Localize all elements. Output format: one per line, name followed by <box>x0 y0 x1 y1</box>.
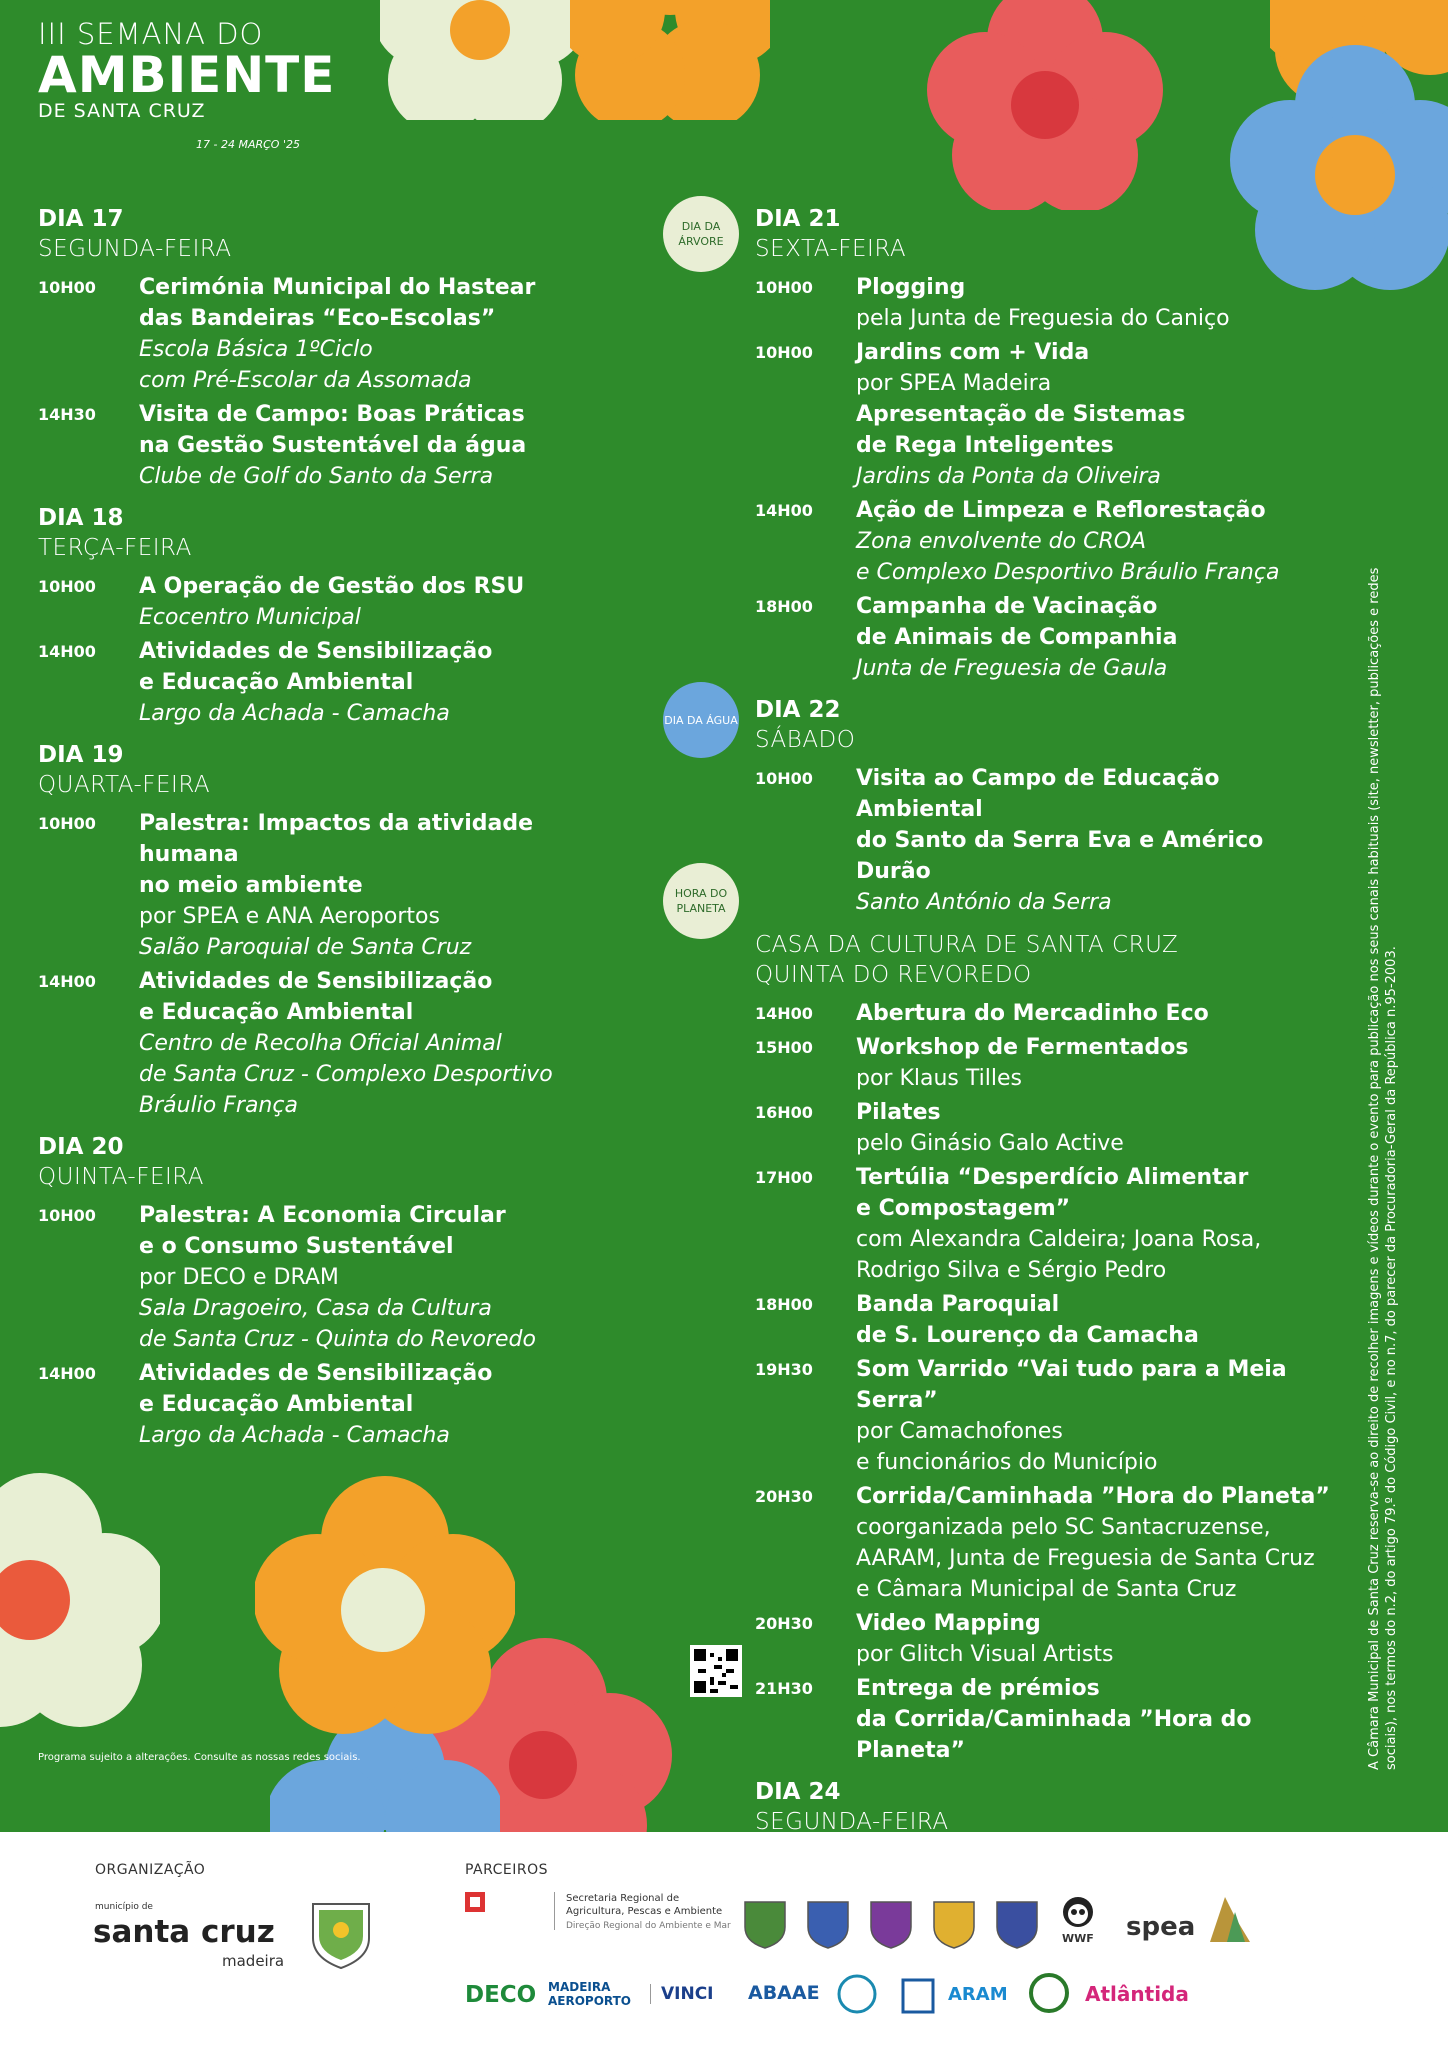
event-row <box>755 591 1345 684</box>
event-title: do Santo da Serra Eva e Américo Durão <box>856 828 1264 884</box>
event-row <box>755 1032 1345 1094</box>
municipality-region: madeira <box>222 1952 285 1970</box>
event-title: Atividades de Sensibilização <box>139 1361 493 1386</box>
day-title: DIA 24 <box>755 1779 841 1805</box>
event-venue: Bráulio França <box>139 1093 298 1118</box>
event-title: Entrega de prémios <box>856 1676 1100 1701</box>
weekday-label: SEGUNDA-FEIRA <box>38 236 232 262</box>
flower-decoration <box>570 0 770 120</box>
event-title: A Operação de Gestão dos RSU <box>139 574 525 599</box>
event-host: com Alexandra Caldeira; Joana Rosa, <box>856 1227 1262 1252</box>
event-time: 21H30 <box>755 1679 813 1698</box>
event-row <box>38 966 618 1121</box>
partner-emblems-icon <box>835 1972 945 2017</box>
abaae-logo: ABAAE <box>748 1982 820 2004</box>
weekday-label: QUINTA-FEIRA <box>38 1164 205 1190</box>
event-time: 16H00 <box>755 1103 813 1122</box>
event-row <box>755 1097 1345 1159</box>
event-venue: com Pré-Escolar da Assomada <box>139 368 472 393</box>
day-title: DIA 17 <box>38 206 124 232</box>
event-title: Pilates <box>856 1100 941 1125</box>
event-host: por DECO e DRAM <box>139 1265 339 1290</box>
weekday-label: SEGUNDA-FEIRA <box>755 1809 949 1832</box>
event-host: por SPEA e ANA Aeroportos <box>139 904 440 929</box>
event-row <box>755 763 1345 918</box>
anniversary-icon <box>1028 1972 1070 2014</box>
day-section <box>755 205 1345 684</box>
venue-subtitle: QUINTA DO REVOREDO <box>755 962 1032 988</box>
schedule-right-column <box>755 205 1345 1832</box>
event-title: Plogging <box>856 275 966 300</box>
event-row <box>755 272 1345 334</box>
event-time: 14H00 <box>38 642 96 661</box>
event-row <box>755 1608 1345 1670</box>
day-section <box>38 1133 618 1451</box>
day-section <box>38 741 618 1121</box>
event-title: Palestra: Impactos da atividade humana <box>139 811 534 867</box>
organization-label: ORGANIZAÇÃO <box>95 1862 206 1878</box>
event-venue: Sala Dragoeiro, Casa da Cultura <box>139 1296 492 1321</box>
parish-crests-icon <box>740 1892 1040 1952</box>
event-title: Corrida/Caminhada ”Hora do Planeta” <box>856 1484 1330 1509</box>
srapa-logo: Secretaria Regional de Agricultura, Pescas e Ambiente <box>566 1893 723 1917</box>
event-time: 14H00 <box>755 501 813 520</box>
event-title: e Educação Ambiental <box>139 1392 414 1417</box>
event-venue: Clube de Golf do Santo da Serra <box>139 464 494 489</box>
event-row <box>38 808 618 963</box>
panda-icon <box>1060 1892 1096 1932</box>
deco-logo: DECO <box>465 1982 537 2008</box>
event-row <box>755 998 1345 1029</box>
wwf-logo: WWF <box>1062 1932 1094 1945</box>
event-row <box>755 1354 1345 1478</box>
event-row <box>755 337 1345 492</box>
event-venue: Largo da Achada - Camacha <box>139 1423 450 1448</box>
event-title <box>38 17 336 151</box>
event-host: AARAM, Junta de Freguesia de Santa Cruz <box>856 1546 1315 1571</box>
event-time: 20H30 <box>755 1614 813 1633</box>
footer <box>0 1832 1448 2048</box>
event-time: 10H00 <box>38 278 96 297</box>
event-title: Apresentação de Sistemas <box>856 402 1186 427</box>
event-time: 10H00 <box>755 278 813 297</box>
event-row <box>38 399 618 492</box>
landscape-logo-icon <box>1205 1887 1255 1947</box>
event-row <box>755 1162 1345 1286</box>
event-row <box>755 1289 1345 1351</box>
event-title: Workshop de Fermentados <box>856 1035 1189 1060</box>
event-venue: Jardins da Ponta da Oliveira <box>856 464 1161 489</box>
madeira-airport-logo: MADEIRA AEROPORTO <box>548 1980 632 2008</box>
event-dates: 17 - 24 MARÇO '25 <box>196 138 300 151</box>
flower-decoration <box>925 0 1165 210</box>
qr-code[interactable] <box>690 1645 742 1697</box>
event-host: e funcionários do Município <box>856 1450 1158 1475</box>
partners-label: PARCEIROS <box>465 1862 549 1878</box>
badge-dia-da-agua: DIA DA ÁGUA <box>663 682 739 758</box>
event-title: Tertúlia “Desperdício Alimentar <box>856 1165 1249 1190</box>
event-title: Visita de Campo: Boas Práticas <box>139 402 525 427</box>
event-time: 15H00 <box>755 1038 813 1057</box>
event-venue: de Santa Cruz - Complexo Desportivo <box>139 1062 553 1087</box>
aram-logo: ARAM <box>948 1984 1008 2005</box>
event-venue: e Complexo Desportivo Bráulio França <box>856 560 1280 585</box>
flower-decoration <box>380 0 580 120</box>
event-title: Campanha de Vacinação <box>856 594 1158 619</box>
day-title: DIA 19 <box>38 742 124 768</box>
event-row <box>755 1673 1345 1766</box>
event-venue: de Santa Cruz - Quinta do Revoredo <box>139 1327 536 1352</box>
event-title: e Compostagem” <box>856 1196 1071 1221</box>
event-title: Banda Paroquial <box>856 1292 1060 1317</box>
day-section <box>755 930 1345 1766</box>
event-row <box>755 1481 1345 1605</box>
day-section <box>755 696 1345 918</box>
event-title: de Animais de Companhia <box>856 625 1178 650</box>
regional-government-logo <box>465 1892 555 1930</box>
weekday-label: SÁBADO <box>755 727 856 753</box>
event-host: pelo Ginásio Galo Active <box>856 1131 1124 1156</box>
event-time: 14H00 <box>755 1004 813 1023</box>
event-venue: Largo da Achada - Camacha <box>139 701 450 726</box>
event-title: Visita ao Campo de Educação Ambiental <box>856 766 1220 822</box>
event-title: no meio ambiente <box>139 873 363 898</box>
day-title: DIA 18 <box>38 505 124 531</box>
event-title: e Educação Ambiental <box>139 670 414 695</box>
municipality-logo-small: município de <box>95 1902 153 1912</box>
event-time: 17H00 <box>755 1168 813 1187</box>
event-title: Abertura do Mercadinho Eco <box>856 1001 1209 1026</box>
event-time: 10H00 <box>755 769 813 788</box>
event-row <box>38 571 618 633</box>
day-section <box>38 205 618 492</box>
event-title: das Bandeiras “Eco-Escolas” <box>139 306 496 331</box>
event-time: 18H00 <box>755 1295 813 1314</box>
disclaimer-note: Programa sujeito a alterações. Consulte as nossas redes sociais. <box>38 1752 361 1763</box>
title-line-2: AMBIENTE <box>38 46 336 104</box>
event-row <box>38 272 618 396</box>
event-row <box>38 1358 618 1451</box>
dram-logo: Direção Regional do Ambiente e Mar <box>566 1921 731 1931</box>
event-venue: Zona envolvente do CROA <box>856 529 1147 554</box>
day-section <box>755 1778 1345 1832</box>
title-line-1: III SEMANA DO <box>38 17 264 51</box>
weekday-label: TERÇA-FEIRA <box>38 535 192 561</box>
day-title: DIA 20 <box>38 1134 124 1160</box>
weekday-label: QUARTA-FEIRA <box>38 772 211 798</box>
event-time: 20H30 <box>755 1487 813 1506</box>
event-title: Video Mapping <box>856 1611 1041 1636</box>
event-time: 10H00 <box>38 577 96 596</box>
event-row <box>755 495 1345 588</box>
day-section <box>38 504 618 729</box>
event-title: Som Varrido “Vai tudo para a Meia Serra” <box>856 1357 1287 1413</box>
flower-decoration <box>255 1470 515 1740</box>
day-title: DIA 22 <box>755 697 841 723</box>
atlantida-logo: Atlântida <box>1085 1982 1189 2006</box>
badge-dia-da-arvore: DIA DA ÁRVORE <box>663 196 739 272</box>
title-line-3: DE SANTA CRUZ <box>38 100 206 122</box>
event-venue: Santo António da Serra <box>856 890 1112 915</box>
event-venue: Ecocentro Municipal <box>139 605 361 630</box>
event-time: 14H00 <box>38 1364 96 1383</box>
event-title: Jardins com + Vida <box>856 340 1090 365</box>
event-host: pela Junta de Freguesia do Caniço <box>856 306 1230 331</box>
event-venue: Centro de Recolha Oficial Animal <box>139 1031 502 1056</box>
image-rights-notice: A Câmara Municipal de Santa Cruz reserva-se ao direito de recolher imagens e vídeos durante o evento para publicação nos seus canais habituais (site, newsletter, publicações e redes sociais), nos termos do n.2, do artigo 79.º do Código Civil, e no n.7, do parecer da Procuradoria-Geral da República n.95-2003. <box>1367 567 1399 1770</box>
municipality-logo: santa cruz <box>93 1914 275 1950</box>
event-host: por Camachofones <box>856 1419 1063 1444</box>
event-title: Atividades de Sensibilização <box>139 639 493 664</box>
event-title: da Corrida/Caminhada ”Hora do Planeta” <box>856 1707 1252 1763</box>
event-row <box>38 1200 618 1355</box>
event-time: 10H00 <box>38 1206 96 1225</box>
weekday-label: CASA DA CULTURA DE SANTA CRUZ <box>755 932 1179 958</box>
event-title: e o Consumo Sustentável <box>139 1234 454 1259</box>
vinci-logo: VINCI <box>650 1984 714 2004</box>
event-time: 10H00 <box>755 343 813 362</box>
flower-decoration <box>0 1470 160 1730</box>
spea-logo: spea <box>1126 1912 1196 1942</box>
event-host: por SPEA Madeira <box>856 371 1052 396</box>
schedule-left-column <box>38 205 618 1463</box>
event-time: 10H00 <box>38 814 96 833</box>
crest-icon <box>305 1892 377 1970</box>
event-host: Rodrigo Silva e Sérgio Pedro <box>856 1258 1167 1283</box>
event-host: e Câmara Municipal de Santa Cruz <box>856 1577 1237 1602</box>
weekday-label: SEXTA-FEIRA <box>755 236 907 262</box>
event-host: coorganizada pelo SC Santacruzense, <box>856 1515 1271 1540</box>
event-title: Cerimónia Municipal do Hastear <box>139 275 536 300</box>
event-title: de S. Lourenço da Camacha <box>856 1323 1199 1348</box>
event-host: por Klaus Tilles <box>856 1066 1022 1091</box>
badge-hora-do-planeta: HORA DO PLANETA <box>663 863 739 939</box>
day-title: DIA 21 <box>755 206 841 232</box>
event-title: Palestra: A Economia Circular <box>139 1203 506 1228</box>
event-row <box>38 636 618 729</box>
event-title: e Educação Ambiental <box>139 1000 414 1025</box>
event-venue: Junta de Freguesia de Gaula <box>856 656 1168 681</box>
event-time: 19H30 <box>755 1360 813 1379</box>
event-title: Atividades de Sensibilização <box>139 969 493 994</box>
event-time: 18H00 <box>755 597 813 616</box>
event-title: Ação de Limpeza e Reflorestação <box>856 498 1266 523</box>
event-venue: Salão Paroquial de Santa Cruz <box>139 935 472 960</box>
event-time: 14H00 <box>38 972 96 991</box>
event-venue: Escola Básica 1ºCiclo <box>139 337 373 362</box>
event-title: na Gestão Sustentável da água <box>139 433 527 458</box>
event-host: por Glitch Visual Artists <box>856 1642 1114 1667</box>
event-title: de Rega Inteligentes <box>856 433 1114 458</box>
event-time: 14H30 <box>38 405 96 424</box>
